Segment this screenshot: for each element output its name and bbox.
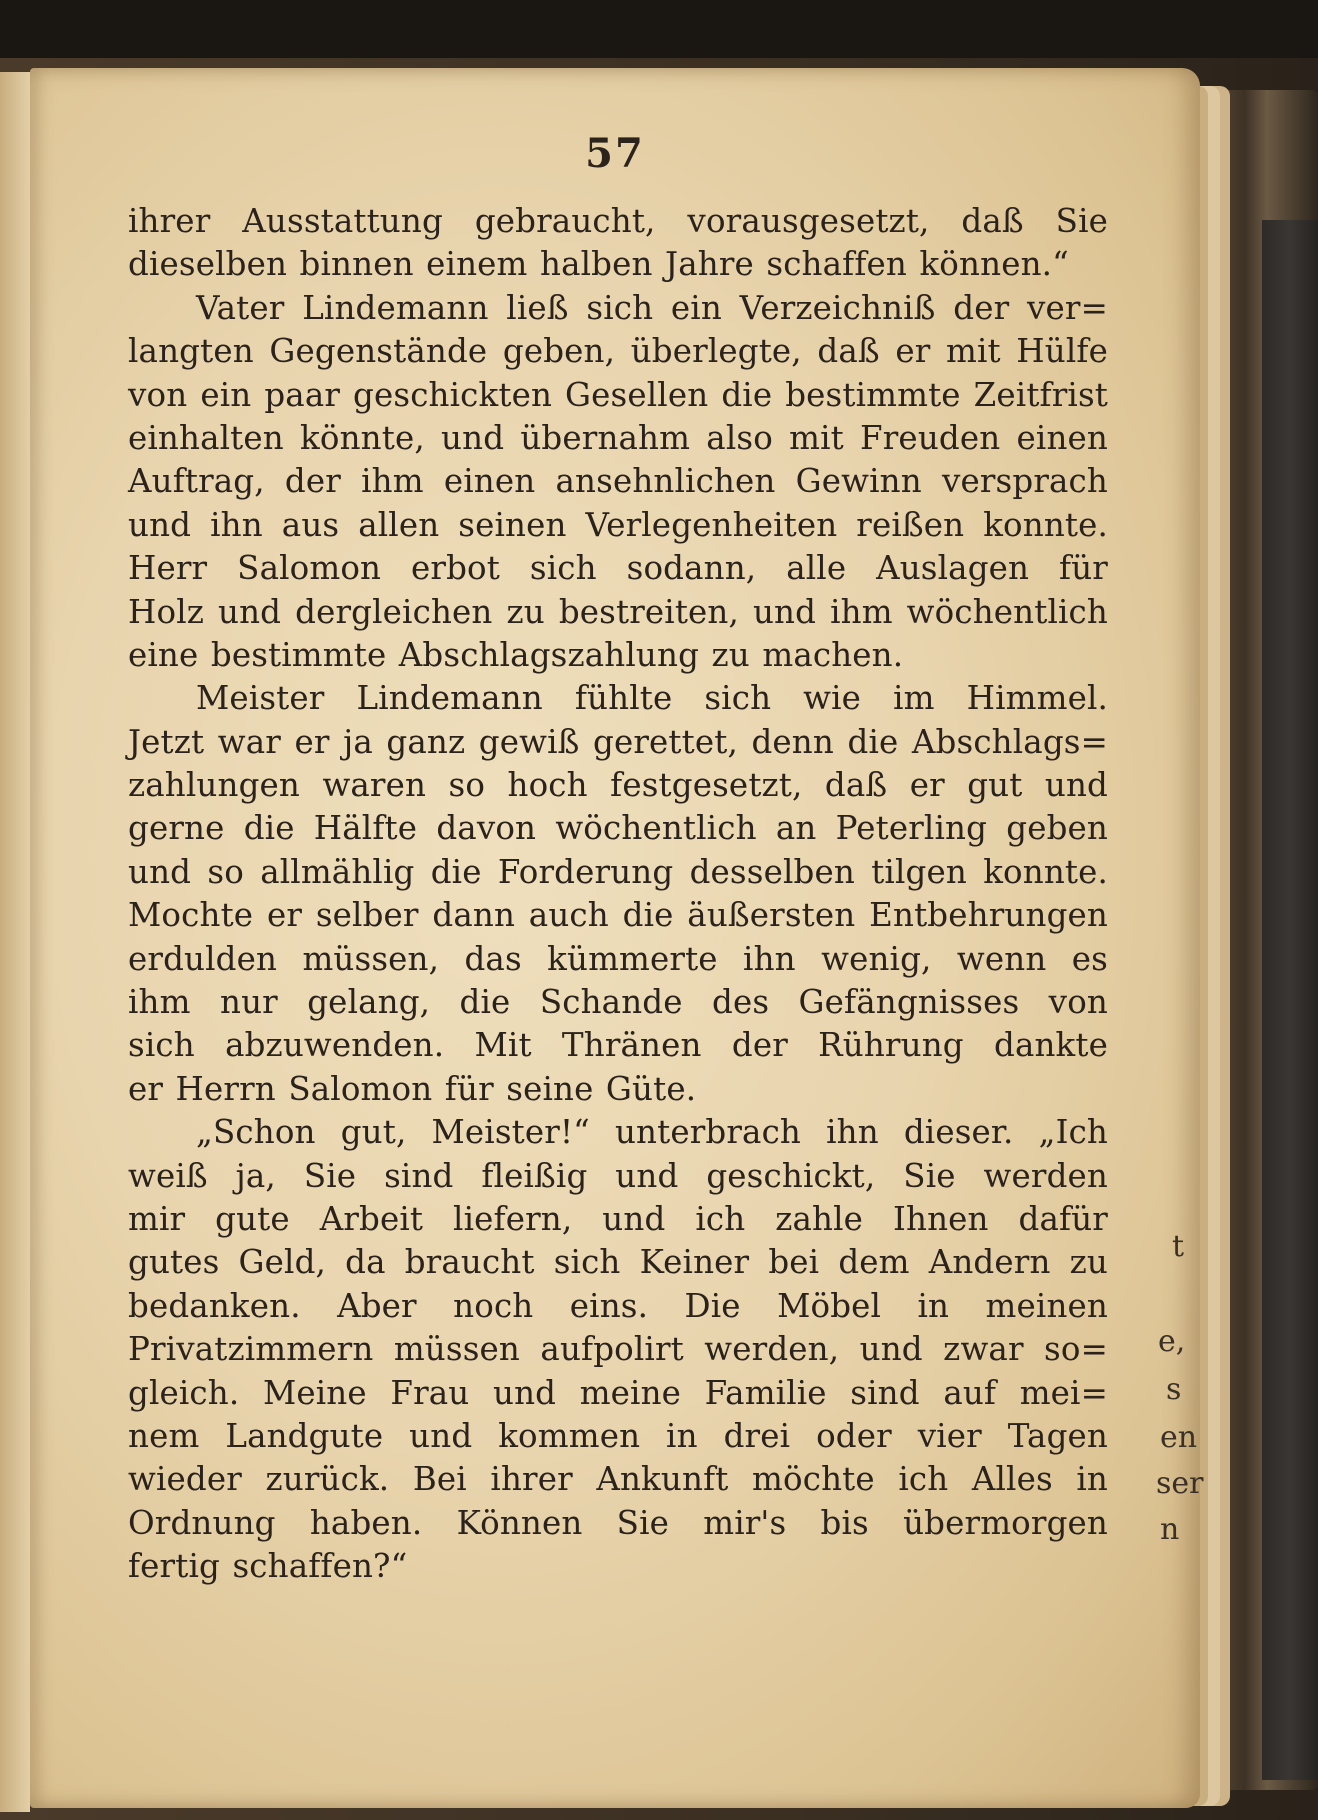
book-page [30,68,1200,1808]
text-line: Auftrag, der ihm einen ansehnlichen Gewinn versprach [128,462,1108,501]
text-line: dieselben binnen einem halben Jahre schaffen können.“ [128,245,1069,284]
text-line: eine bestimmte Abschlagszahlung zu machen. [128,635,904,674]
text-line: gutes Geld, da braucht sich Keiner bei dem Andern zu [128,1243,1108,1282]
text-line: und so allmählig die Forderung desselben tilgen konnte. [128,852,1108,891]
margin-fragment: e, [1158,1324,1186,1359]
text-line: „Schon gut, Meister!“ unterbrach ihn dieser. „Ich [196,1113,1108,1152]
text-line: ihm nur gelang, die Schande des Gefängnisses von [128,983,1108,1022]
text-line: zahlungen waren so hoch festgesetzt, daß er gut und [128,766,1108,805]
margin-fragment: ser [1156,1466,1204,1501]
text-line: Vater Lindemann ließ sich ein Verzeichniß der ver= [196,288,1108,327]
text-line: Holz und dergleichen zu bestreiten, und ihm wöchentlich [128,592,1108,631]
text-line: Jetzt war er ja ganz gewiß gerettet, denn die Abschlags= [128,722,1108,761]
text-line: Meister Lindemann fühlte sich wie im Himmel. [196,679,1108,718]
text-line: bedanken. Aber noch eins. Die Möbel in meinen [128,1286,1108,1325]
margin-fragment: en [1160,1420,1198,1455]
text-line: Mochte er selber dann auch die äußersten Entbehrungen [128,896,1108,935]
text-line: von ein paar geschickten Gesellen die bestimmte Zeitfrist [128,375,1108,414]
text-line: Herr Salomon erbot sich sodann, alle Auslagen für [128,549,1108,588]
text-line: fertig schaffen?“ [128,1547,408,1586]
text-line: nem Landgute und kommen in drei oder vier Tagen [128,1416,1108,1455]
margin-fragment: n [1160,1512,1180,1547]
text-line: weiß ja, Sie sind fleißig und geschickt, Sie werden [128,1156,1108,1195]
text-line: gerne die Hälfte davon wöchentlich an Peterling geben [128,809,1108,848]
text-line: sich abzuwenden. Mit Thränen der Rührung dankte [128,1026,1108,1065]
text-line: mir gute Arbeit liefern, und ich zahle Ihnen dafür [128,1199,1108,1238]
text-line: er Herrn Salomon für seine Güte. [128,1069,697,1108]
margin-fragment: s [1166,1372,1182,1407]
text-line: ihrer Ausstattung gebraucht, vorausgesetzt, daß Sie [128,202,1108,240]
book-spine [1262,220,1318,1780]
margin-fragment: t [1172,1229,1185,1264]
text-line: Privatzimmern müssen aufpolirt werden, und zwar so= [128,1330,1108,1369]
text-line: und ihn aus allen seinen Verlegenheiten reißen konnte. [128,505,1108,544]
text-line: Ordnung haben. Können Sie mir's bis übermorgen [128,1503,1108,1542]
text-line: langten Gegenstände geben, überlegte, daß er mit Hülfe [128,332,1108,371]
page-body-text [128,200,1108,1589]
text-line: erdulden müssen, das kümmerte ihn wenig, wenn es [128,939,1108,978]
facing-page-edge [0,72,30,1812]
page-number: 57 [585,130,645,177]
text-line: wieder zurück. Bei ihrer Ankunft möchte ich Alles in [128,1460,1108,1499]
text-line: einhalten könnte, und übernahm also mit Freuden einen [128,418,1108,457]
text-line: gleich. Meine Frau und meine Familie sind auf mei= [128,1373,1108,1412]
